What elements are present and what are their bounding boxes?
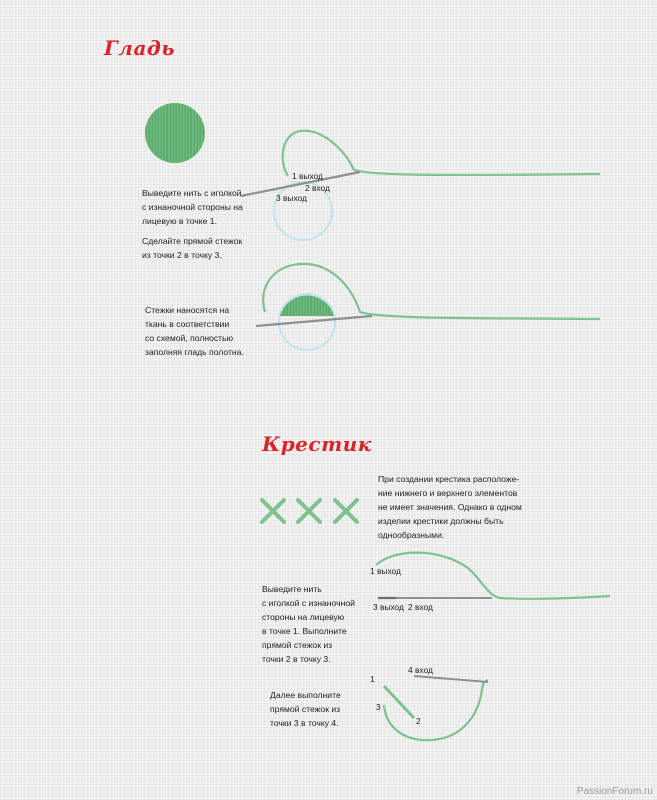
satin-label-exit3: 3 выход — [276, 193, 307, 203]
cross-step2-diagram — [384, 676, 488, 740]
satin-step2-line: из точки 2 в точку 3. — [142, 250, 222, 260]
cross-needle-2 — [414, 676, 488, 682]
satin-label-exit1: 1 выход — [292, 171, 323, 181]
cross-label-exit3: 3 выход — [373, 602, 404, 612]
cross-step1-line: с иголкой с изнаночной — [262, 598, 355, 608]
satin-step3-line: Стежки наносятся на — [145, 305, 230, 315]
satin-thread — [283, 131, 600, 176]
cross-label-p2: 2 — [416, 716, 421, 726]
cross-step2-line: Далее выполните — [270, 690, 341, 700]
cross-note-line: изделии крестики должны быть — [378, 516, 504, 526]
cross-samples — [262, 500, 357, 522]
watermark: PassionForum.ru — [576, 786, 653, 797]
cross-note-line: ние нижнего и верхнего элементов — [378, 488, 518, 498]
cross-thread-2 — [384, 680, 488, 740]
satin-sample — [145, 103, 205, 163]
cross-label-enter4: 4 вход — [408, 665, 433, 675]
satin-step3-line: ткань в соответствии — [145, 319, 230, 329]
satin-step1-text — [142, 186, 243, 228]
cross-thread — [376, 553, 610, 599]
cross-step1-line: точки 2 в точку 3. — [262, 654, 331, 664]
cross-step2-line: прямой стежок из — [270, 704, 341, 714]
cross-step1-text — [262, 582, 355, 666]
cross-diagonal-stitch — [384, 686, 414, 718]
cross-heading: Крестик — [262, 432, 372, 456]
cross-note-line: При создании крестика расположе- — [378, 474, 520, 484]
satin-step1-line: с изнаночной стороны на — [142, 202, 243, 212]
satin-step2-line: Сделайте прямой стежок — [142, 236, 243, 246]
cross-label-enter2: 2 вход — [408, 602, 433, 612]
satin-step3-text — [145, 303, 244, 359]
satin-step3-line: со схемой, полностью — [145, 333, 234, 343]
satin-half-fill — [280, 295, 334, 316]
satin-heading: Гладь — [104, 36, 176, 60]
cross-step2-line: точки 3 в точку 4. — [270, 718, 339, 728]
satin-step2-diagram — [256, 264, 600, 350]
satin-step1-line: лицевую в точке 1. — [142, 216, 217, 226]
cross-step1-line: в точке 1. Выполните — [262, 626, 347, 636]
cross-step1-line: стороны на лицевую — [262, 612, 345, 622]
cross-label-exit1: 1 выход — [370, 566, 401, 576]
satin-label-enter2: 2 вход — [305, 183, 330, 193]
cross-note-line: не имеет значения. Однако в одном — [378, 502, 522, 512]
satin-step3-line: заполняя гладь полотна. — [145, 347, 244, 357]
cross-note-line: однообразными. — [378, 530, 445, 540]
satin-step1-diagram — [241, 131, 600, 240]
cross-step1-diagram — [376, 553, 610, 599]
cross-step1-line: Выведите нить — [262, 584, 322, 594]
cross-note-text — [378, 472, 522, 542]
cross-step1-line: прямой стежок из — [262, 640, 333, 650]
satin-step2-text — [142, 234, 242, 262]
cross-step2-text — [270, 688, 341, 730]
satin-step1-line: Выведите нить с иголкой — [142, 188, 242, 198]
cross-label-p1: 1 — [370, 674, 375, 684]
satin-needle-2 — [256, 316, 372, 326]
cross-label-p3: 3 — [376, 702, 381, 712]
